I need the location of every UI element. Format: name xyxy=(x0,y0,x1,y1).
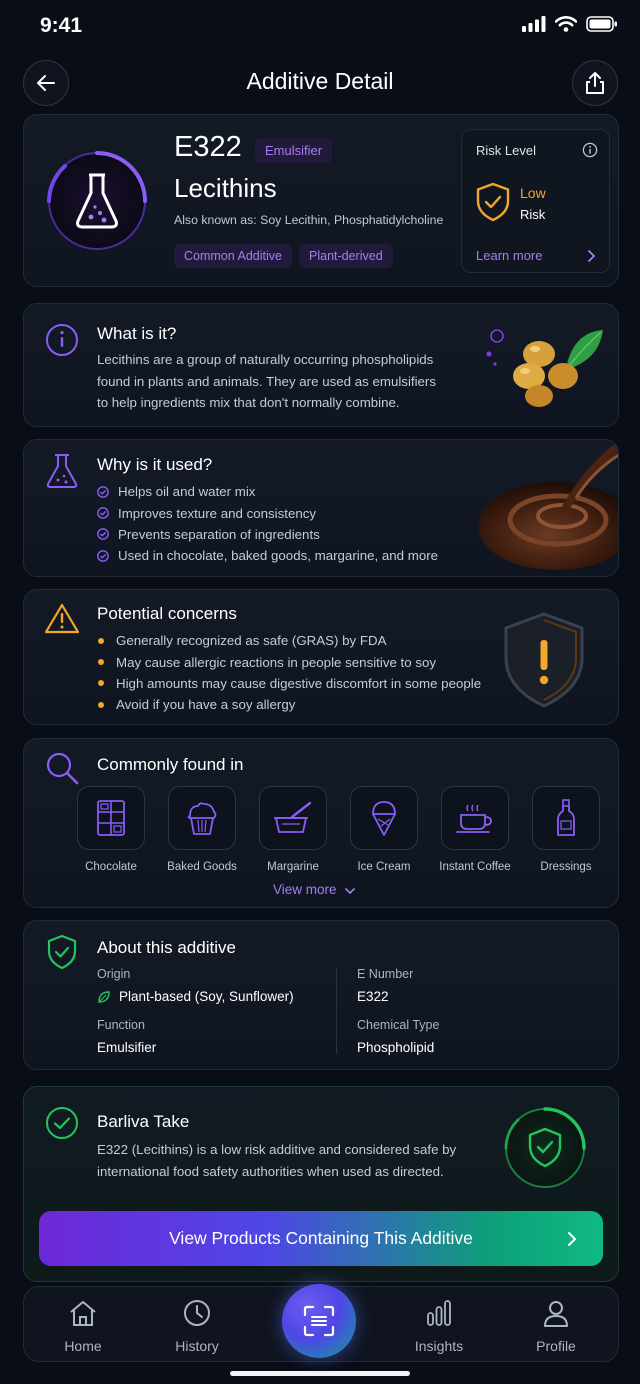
found-in-card xyxy=(23,738,619,908)
what-is-it-card xyxy=(23,303,619,427)
nav-home[interactable]: Home xyxy=(38,1299,128,1354)
soybeans-illustration xyxy=(479,324,609,414)
found-item-instant-coffee[interactable]: Instant Coffee xyxy=(430,786,520,873)
chevron-down-icon[interactable] xyxy=(344,886,356,896)
why-title: Why is it used? xyxy=(97,455,213,474)
why-used-card xyxy=(23,439,619,577)
list-item: Used in chocolate, baked goods, margarine, and more xyxy=(97,545,438,566)
check-circle-icon xyxy=(45,1106,79,1140)
enumber-label: E Number xyxy=(357,967,414,981)
home-indicator xyxy=(230,1371,410,1376)
check-circle-icon xyxy=(97,528,109,540)
home-icon xyxy=(68,1299,98,1327)
take-description: E322 (Lecithins) is a low risk additive and considered safe by international food safety authorities when used as directed. xyxy=(97,1142,457,1179)
warning-shield-illustration xyxy=(494,608,594,712)
origin-label: Origin xyxy=(97,967,131,981)
function-label: Function xyxy=(97,1018,145,1032)
chocolate-icon xyxy=(94,799,128,837)
view-products-label: View Products Containing This Additive xyxy=(169,1228,473,1248)
learn-more-link[interactable]: Learn more xyxy=(476,248,543,263)
bottle-icon xyxy=(555,798,577,838)
nav-history[interactable]: History xyxy=(152,1299,242,1354)
leaf-icon xyxy=(97,990,111,1004)
risk-suffix: Risk xyxy=(520,207,546,222)
view-more-link[interactable]: View more xyxy=(273,882,337,897)
view-products-button[interactable] xyxy=(39,1211,603,1266)
cupcake-icon xyxy=(184,800,220,836)
scan-button[interactable] xyxy=(282,1284,356,1358)
chevron-right-icon[interactable] xyxy=(586,249,596,263)
found-item-margarine[interactable]: Margarine xyxy=(248,786,338,873)
chemtype-value: Phospholipid xyxy=(357,1040,435,1055)
found-item-ice-cream[interactable]: Ice Cream xyxy=(339,786,429,873)
origin-value: Plant-based (Soy, Sunflower) xyxy=(119,989,294,1004)
warning-triangle-icon xyxy=(44,602,80,634)
risk-level: Low xyxy=(520,185,546,201)
concerns-card xyxy=(23,589,619,725)
list-item: Improves texture and consistency xyxy=(97,502,438,523)
chemtype-label: Chemical Type xyxy=(357,1018,440,1032)
category-badge: Emulsifier xyxy=(255,138,332,163)
signal-icon xyxy=(522,16,546,32)
additive-aka: Also known as: Soy Lecithin, Phosphatidylcholine xyxy=(174,213,444,227)
shield-check-icon xyxy=(46,934,78,970)
additive-code: E322 xyxy=(174,131,242,163)
info-icon[interactable] xyxy=(582,142,598,158)
list-item: Avoid if you have a soy allergy xyxy=(95,694,481,715)
battery-icon xyxy=(586,16,618,32)
coffee-cup-icon xyxy=(455,801,495,835)
search-icon xyxy=(45,751,79,785)
tag-plant-derived: Plant-derived xyxy=(299,244,393,268)
risk-label: Risk Level xyxy=(476,143,536,158)
found-item-baked-goods[interactable]: Baked Goods xyxy=(157,786,247,873)
bar-chart-icon xyxy=(425,1299,453,1327)
nav-insights[interactable]: Insights xyxy=(394,1299,484,1354)
list-item: Prevents separation of ingredients xyxy=(97,524,438,545)
concerns-title: Potential concerns xyxy=(97,604,237,623)
check-circle-icon xyxy=(97,507,109,519)
chocolate-swirl-illustration xyxy=(476,440,619,577)
status-time: 9:41 xyxy=(40,14,83,37)
about-title: About this additive xyxy=(97,938,236,957)
share-button[interactable] xyxy=(572,60,618,106)
check-circle-icon xyxy=(97,486,109,498)
safe-shield-badge-icon xyxy=(502,1105,588,1191)
margarine-icon xyxy=(272,800,314,836)
clock-icon xyxy=(183,1299,211,1327)
page-title: Additive Detail xyxy=(246,68,394,94)
found-item-chocolate[interactable]: Chocolate xyxy=(66,786,156,873)
scan-icon xyxy=(302,1304,336,1338)
list-item: Helps oil and water mix xyxy=(97,481,438,502)
additive-summary-card xyxy=(23,114,619,287)
why-list xyxy=(97,481,438,567)
user-icon xyxy=(542,1299,570,1327)
list-item: High amounts may cause digestive discomfort in some people xyxy=(95,673,481,694)
take-title: Barliva Take xyxy=(97,1112,190,1131)
tag-common-additive: Common Additive xyxy=(174,244,292,268)
additive-name: Lecithins xyxy=(174,173,277,203)
risk-panel xyxy=(461,129,610,273)
what-description: Lecithins are a group of naturally occurring phospholipids found in plants and animals. They are used as emulsifiers to help ingredients mix that don't normally combine. xyxy=(97,352,437,410)
chevron-right-icon xyxy=(567,1231,577,1247)
check-circle-icon xyxy=(97,550,109,562)
divider xyxy=(336,968,337,1054)
list-item: Generally recognized as safe (GRAS) by FDA xyxy=(95,630,481,651)
what-title: What is it? xyxy=(97,324,177,343)
status-icons xyxy=(522,16,618,32)
shield-check-icon xyxy=(475,182,511,222)
share-icon xyxy=(584,71,606,95)
ice-cream-icon xyxy=(369,799,399,837)
list-item: May cause allergic reactions in people sensitive to soy xyxy=(95,651,481,672)
found-item-dressings[interactable]: Dressings xyxy=(521,786,611,873)
about-card xyxy=(23,920,619,1070)
info-circle-icon xyxy=(45,323,79,357)
beaker-icon xyxy=(45,453,79,489)
flask-icon xyxy=(45,149,149,253)
wifi-icon xyxy=(555,16,577,32)
bottom-nav xyxy=(23,1286,619,1362)
found-title: Commonly found in xyxy=(97,755,244,774)
enumber-value: E322 xyxy=(357,989,389,1004)
function-value: Emulsifier xyxy=(97,1040,157,1055)
nav-profile[interactable]: Profile xyxy=(511,1299,601,1354)
concerns-list xyxy=(95,630,481,716)
